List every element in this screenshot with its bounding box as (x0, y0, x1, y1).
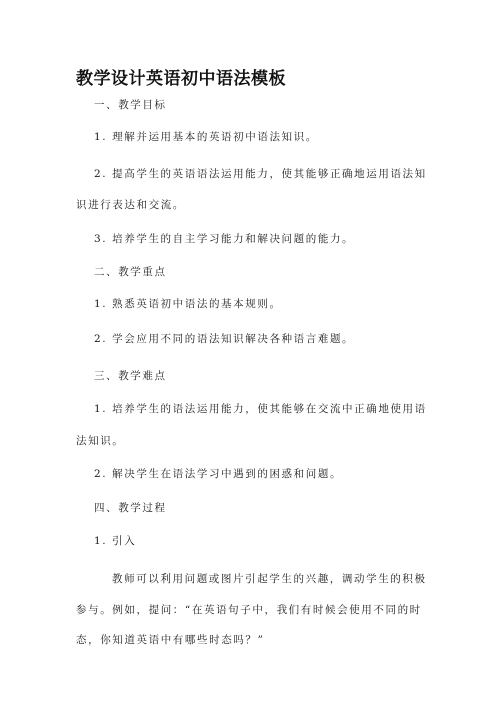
difficulty-item-1: 1. 培养学生的语法运用能力，使其能够在交流中正确地使用语 (94, 403, 427, 415)
process-step-1: 1. 引入 (94, 535, 137, 547)
process-paragraph-line-3: 态，你知道英语中有哪些时态吗？” (76, 634, 265, 646)
difficulty-item-2: 2. 解决学生在语法学习中遇到的困惑和问题。 (94, 468, 343, 480)
section-heading-process: 四、教学过程 (94, 502, 167, 514)
process-paragraph-line-2: 参与。例如，提问：“在英语句子中，我们有时候会使用不同的时 (76, 604, 422, 616)
key-point-item-1: 1. 熟悉英语初中语法的基本规则。 (94, 298, 282, 310)
section-heading-difficulties: 三、教学难点 (94, 370, 167, 382)
objective-item-2-continued: 识进行表达和交流。 (76, 199, 185, 211)
objective-item-1: 1. 理解并运用基本的英语初中语法知识。 (94, 131, 318, 143)
difficulty-item-1-continued: 法知识。 (76, 435, 125, 447)
section-heading-objectives: 一、教学目标 (94, 99, 167, 111)
process-paragraph-line-1: 教师可以利用问题或图片引起学生的兴趣，调动学生的积极 (112, 573, 427, 585)
document-title: 教学设计英语初中语法模板 (76, 69, 286, 89)
objective-item-2: 2. 提高学生的英语语法运用能力，使其能够正确地运用语法知 (94, 168, 427, 180)
objective-item-3: 3. 培养学生的自主学习能力和解决问题的能力。 (94, 233, 355, 245)
section-heading-key-points: 二、教学重点 (94, 266, 167, 278)
key-point-item-2: 2. 学会应用不同的语法知识解决各种语言难题。 (94, 333, 355, 345)
